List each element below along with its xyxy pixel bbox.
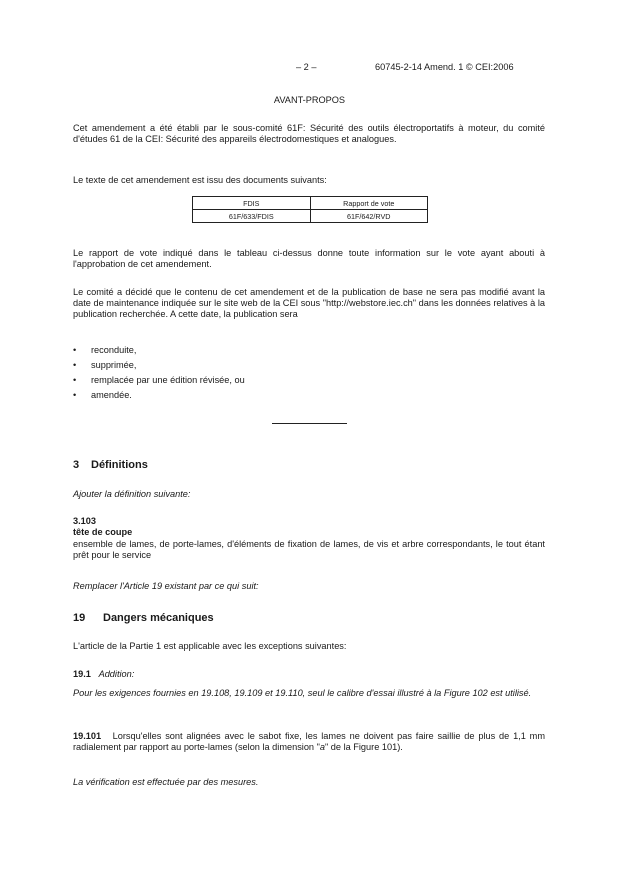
section-19-title: Dangers mécaniques — [103, 612, 214, 624]
section-3-number: 3 — [73, 459, 80, 471]
subclause-19-1-label: Addition: — [98, 669, 135, 679]
documents-intro: Le texte de cet amendement est issu des documents suivants: — [73, 175, 327, 185]
clause-19-101 — [73, 731, 545, 753]
list-item: • supprimée, — [73, 360, 373, 375]
definition-text: ensemble de lames, de porte-lames, d'éléments de fixation de lames, de vis et arbre correspondants, le tout étant prêt pour le service — [73, 539, 545, 561]
test-requirements: Pour les exigences fournies en 19.108, 19.109 et 19.110, seul le calibre d'essai illustré à la Figure 102 est utilisé. — [73, 688, 532, 698]
list-item: • amendée. — [73, 390, 373, 405]
table-row — [193, 210, 428, 223]
list-item: • remplacée par une édition révisée, ou — [73, 375, 373, 390]
table-cell-fdis: 61F/633/FDIS — [193, 210, 311, 223]
foreword-intro: Cet amendement a été établi par le sous-comité 61F: Sécurité des outils électroportatifs à moteur, du comité d'études 61 de la CEI: Sécurité des appareils électrodomestiques et analogues. — [73, 123, 545, 145]
section-3-title: Définitions — [91, 459, 148, 471]
section-19-heading — [73, 612, 214, 624]
verification-note: La vérification est effectuée par des mesures. — [73, 777, 259, 787]
page-number: – 2 – — [296, 62, 317, 72]
section-19-intro: L'article de la Partie 1 est applicable avec les exceptions suivantes: — [73, 641, 347, 651]
maintenance-paragraph: Le comité a décidé que le contenu de cet amendement et de la publication de base ne sera pas modifié avant la date de maintenance indiquée sur le site web de la CEI sous "http://webstore.iec.ch" dans les données relatives à la publication recherchée. A cette date, la publication sera — [73, 287, 545, 320]
voting-documents-table — [192, 196, 428, 223]
vote-note: Le rapport de vote indiqué dans le tableau ci-dessus donne toute information sur le vote ayant abouti à l'approbation de cet amendement. — [73, 248, 545, 270]
document-reference: 60745-2-14 Amend. 1 © CEI:2006 — [375, 62, 514, 72]
publication-options-list — [73, 345, 373, 405]
clause-19-101-text-end: " de la Figure 101). — [324, 742, 403, 753]
replace-note: Remplacer l'Article 19 existant par ce qui suit: — [73, 581, 259, 591]
section-19-number: 19 — [73, 612, 86, 624]
section-divider — [272, 423, 347, 424]
table-header-vote-report: Rapport de vote — [310, 197, 428, 210]
list-item: • reconduite, — [73, 345, 373, 360]
table-header-row — [193, 197, 428, 210]
table-header-fdis: FDIS — [193, 197, 311, 210]
subclause-19-1 — [73, 669, 545, 680]
clause-19-101-number: 19.101 — [73, 731, 102, 741]
definition-instruction: Ajouter la définition suivante: — [73, 489, 191, 499]
foreword-title: AVANT-PROPOS — [273, 95, 346, 105]
definition-term: tête de coupe — [73, 527, 133, 537]
clause-19-101-dimension: a — [319, 742, 325, 753]
definition-number: 3.103 — [73, 516, 96, 526]
section-3-heading — [73, 459, 148, 471]
subclause-19-1-number: 19.1 — [73, 669, 91, 679]
table-cell-rvd: 61F/642/RVD — [310, 210, 428, 223]
clause-19-101-text: Lorsqu'elles sont alignées avec le sabot fixe, les lames ne doivent pas faire saillie de plus de 1,1 mm radialement par rapport au porte-lames (selon la dimension " — [73, 731, 545, 753]
